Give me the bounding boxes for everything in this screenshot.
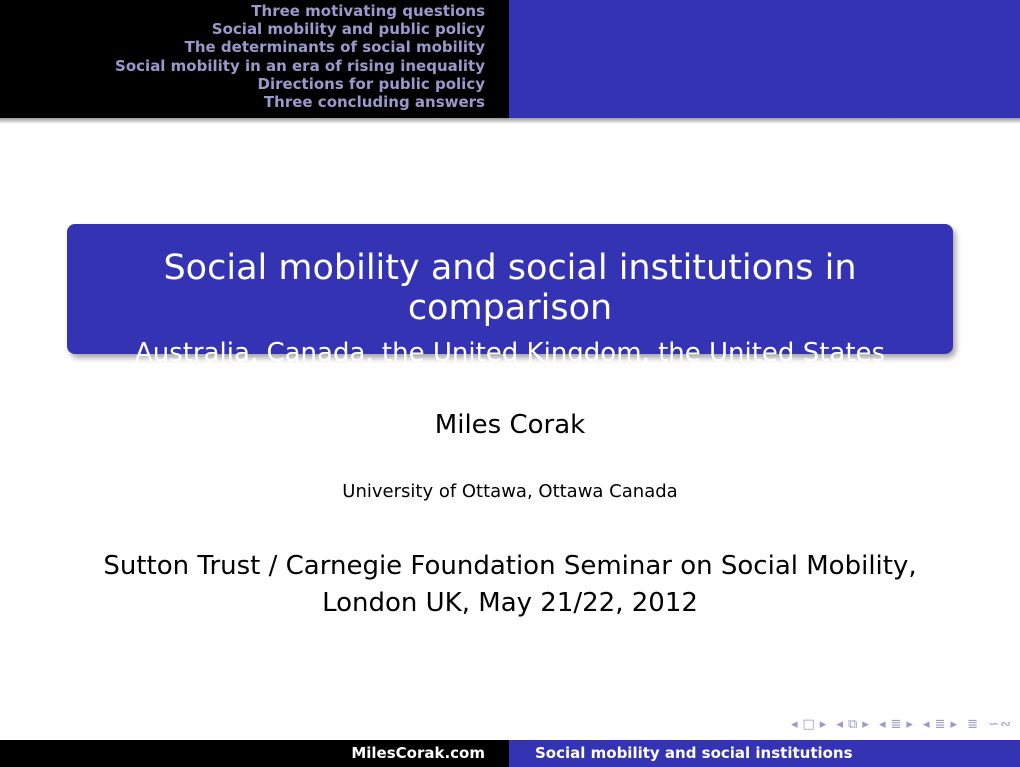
search-icon[interactable]: ∽∾ <box>988 717 1012 732</box>
beamer-navigation-symbols <box>789 717 1014 732</box>
event-line-1: Sutton Trust / Carnegie Foundation Seminar on Social Mobility, <box>103 551 917 581</box>
part-icon[interactable]: ≣ <box>934 717 947 732</box>
event-info <box>0 548 1020 622</box>
footer-right: Social mobility and social institutions <box>509 740 1020 767</box>
footer-bar <box>0 740 1020 767</box>
frame-next-icon[interactable]: ▸ <box>819 717 828 732</box>
event-line-2: London UK, May 21/22, 2012 <box>322 588 698 618</box>
nav-section-3[interactable]: The determinants of social mobility <box>184 38 485 57</box>
frame-icon[interactable]: □ <box>802 717 816 732</box>
author-name: Miles Corak <box>434 410 586 440</box>
footer-left: MilesCorak.com <box>0 740 509 767</box>
part-prev-icon[interactable]: ◂ <box>923 717 931 732</box>
subsection-icon[interactable]: ⧉ <box>847 717 859 732</box>
frame-prev-icon[interactable]: ◂ <box>790 717 799 732</box>
nav-section-6[interactable]: Three concluding answers <box>263 93 485 112</box>
section-next-icon[interactable]: ▸ <box>906 717 914 732</box>
slide-title: Social mobility and social institutions in comparison <box>163 248 857 328</box>
nav-section-5[interactable]: Directions for public policy <box>257 74 485 93</box>
document-icon[interactable]: ≣ <box>967 717 980 732</box>
subsection-prev-icon[interactable]: ◂ <box>836 717 844 732</box>
title-block <box>67 224 953 368</box>
subsection-next-icon[interactable]: ▸ <box>862 717 870 732</box>
part-next-icon[interactable]: ▸ <box>950 717 959 732</box>
header-bar <box>0 0 1020 118</box>
nav-section-1[interactable]: Three motivating questions <box>251 2 485 20</box>
header-right-panel <box>509 0 1020 118</box>
nav-section-2[interactable]: Social mobility and public policy <box>211 20 485 39</box>
header-left-panel <box>0 0 509 118</box>
section-prev-icon[interactable]: ◂ <box>878 717 887 732</box>
institution: University of Ottawa, Ottawa Canada <box>342 481 678 502</box>
section-navigation <box>115 2 485 111</box>
header-shadow <box>0 118 1020 124</box>
slide-subtitle: Australia, Canada, the United Kingdom, the United States <box>134 338 886 368</box>
section-icon[interactable]: ≣ <box>890 717 903 732</box>
nav-section-4[interactable]: Social mobility in an era of rising inequality <box>115 56 485 75</box>
